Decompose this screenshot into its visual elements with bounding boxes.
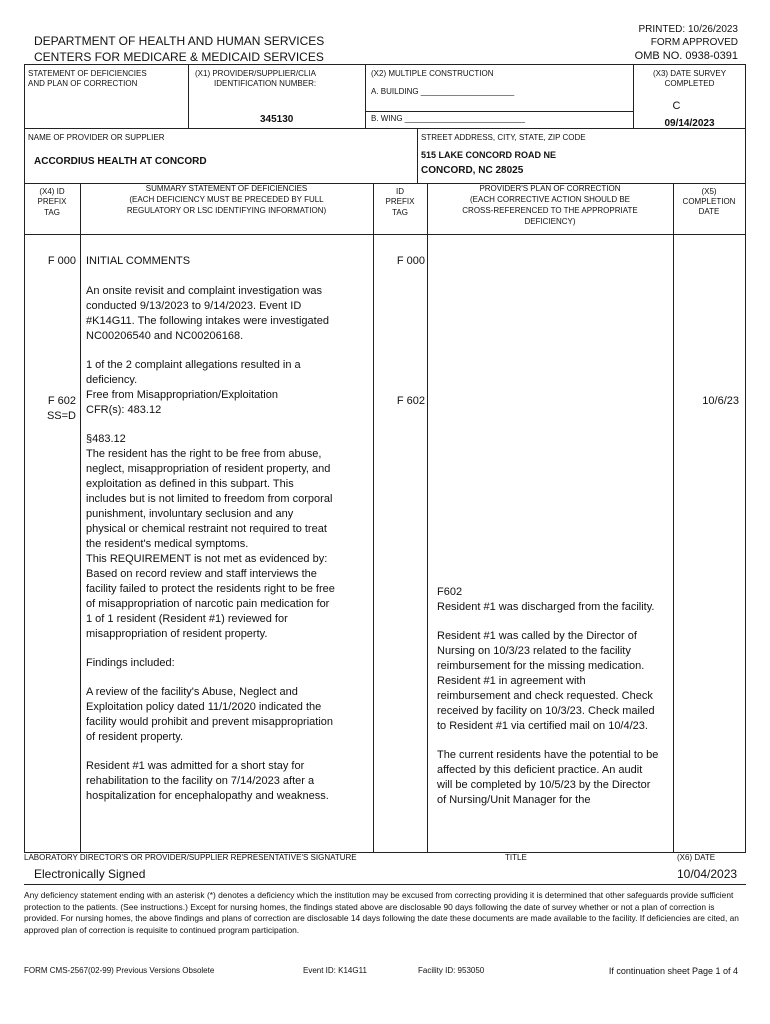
tag-severity: SS=D bbox=[46, 410, 76, 422]
dept-line-1: DEPARTMENT OF HEALTH AND HUMAN SERVICES bbox=[34, 34, 325, 48]
x5-header-2: COMPLETION bbox=[682, 197, 736, 206]
summary-paragraph: An onsite revisit and complaint investigation was conducted 9/13/2023 to 9/14/2023. Event ID #K14G11. The following intakes were investigated NC00206540 and NC00206168. bbox=[86, 285, 329, 342]
title-label: TITLE bbox=[505, 853, 527, 862]
address-line-2: CONCORD, NC 28025 bbox=[421, 165, 524, 176]
printed-date: PRINTED: 10/26/2023 bbox=[638, 24, 738, 35]
footer-event-id: Event ID: K14G11 bbox=[303, 966, 367, 975]
f602-cfr: CFR(s): 483.12 bbox=[86, 404, 162, 416]
footer-facility-id: Facility ID: 953050 bbox=[418, 966, 485, 975]
summary-header-2: (EACH DEFICIENCY MUST BE PRECEDED BY FULL bbox=[129, 195, 324, 204]
id-header-1: ID bbox=[396, 187, 404, 196]
statement-label-1: STATEMENT OF DEFICIENCIES bbox=[28, 69, 147, 78]
summary-paragraph: A review of the facility's Abuse, Neglect and Exploitation policy dated 11/1/2020 indicated the facility would prohibit and prevent misappropriation of resident property. bbox=[86, 686, 334, 743]
x5-header-3: DATE bbox=[698, 207, 720, 216]
dept-line-2: CENTERS FOR MEDICARE & MEDICAID SERVICES bbox=[34, 50, 324, 64]
summary-header-3: REGULATORY OR LSC IDENTIFYING INFORMATION) bbox=[126, 206, 327, 215]
footer-form: FORM CMS-2567(02-99) Previous Versions Obsolete bbox=[24, 966, 215, 975]
summary-paragraph: The resident has the right to be free from abuse, neglect, misappropriation of resident property, and exploitation as defined in this subpart. This includes but is not limited to freedom from corporal punishment, involuntary seclusion and any physical or chemical restraint not required to treat the resident's medical symptoms. bbox=[86, 448, 333, 550]
summary-paragraph: This REQUIREMENT is not met as evidenced by: bbox=[86, 553, 328, 565]
survey-completed-date: 09/14/2023 bbox=[664, 118, 715, 129]
id-header-2: PREFIX bbox=[385, 197, 415, 206]
x3-label-1: (X3) DATE SURVEY bbox=[652, 69, 727, 78]
plan-header-3: CROSS-REFERENCED TO THE APPROPRIATE bbox=[462, 206, 638, 215]
summary-paragraph: Findings included: bbox=[86, 657, 175, 669]
plan-paragraph: The current residents have the potential to be affected by this deficient practice. An audit will be completed by 10/5/23 by the Director of Nursing/Unit Manager for the bbox=[437, 749, 659, 806]
x2-label: (X2) MULTIPLE CONSTRUCTION bbox=[371, 69, 494, 78]
x3-label-2: COMPLETED bbox=[664, 79, 715, 88]
f602-title: Free from Misappropriation/Exploitation bbox=[86, 389, 278, 401]
x1-label-2: IDENTIFICATION NUMBER: bbox=[214, 79, 317, 88]
address-label: STREET ADDRESS, CITY, STATE, ZIP CODE bbox=[421, 133, 586, 142]
disclaimer: Any deficiency statement ending with an asterisk (*) denotes a deficiency which the institution may be excused from correcting providing it is determined that other safeguards provide sufficient protection to the patients. (See instructions.) Except for nursing homes, the findings stated above are disclosable 90 days following the date of survey whether or not a plan of correction is provided. For nursing homes, the above findings and plans of correction are disclosable 14 days following the date these documents are made available to the facility. If deficiencies are cited, an approved plan of correction is requisite to continued program participation. bbox=[24, 890, 739, 935]
provider-id-number: 345130 bbox=[260, 114, 294, 125]
x4-header-1: (X4) ID bbox=[39, 187, 65, 196]
provider-name-label: NAME OF PROVIDER OR SUPPLIER bbox=[28, 133, 165, 142]
summary-column bbox=[86, 254, 336, 818]
date-label: (X6) DATE bbox=[677, 853, 716, 862]
signature-value: Electronically Signed bbox=[34, 867, 146, 881]
initial-comments-heading: INITIAL COMMENTS bbox=[86, 255, 191, 267]
plan-header-2: (EACH CORRECTIVE ACTION SHOULD BE bbox=[469, 195, 631, 204]
plan-column bbox=[437, 585, 659, 822]
building-label: A. BUILDING _____________________ bbox=[371, 87, 515, 96]
id-header-3: TAG bbox=[392, 208, 408, 217]
summary-paragraph: §483.12 bbox=[86, 433, 126, 445]
tag-f000-right: F 000 bbox=[396, 255, 425, 267]
summary-paragraph: Based on record review and staff interviews the facility failed to protect the residents right to be free of misappropriation of narcotic pain medication for 1 of 1 resident (Resident #1) reviewed for misappropriation of resident property. bbox=[86, 568, 335, 640]
signature-label: LABORATORY DIRECTOR'S OR PROVIDER/SUPPLIER REPRESENTATIVE'S SIGNATURE bbox=[24, 853, 357, 862]
provider-name: ACCORDIUS HEALTH AT CONCORD bbox=[34, 156, 207, 167]
footer-page: If continuation sheet Page 1 of 4 bbox=[608, 966, 738, 976]
plan-paragraph: Resident #1 was discharged from the facility. bbox=[437, 601, 655, 613]
x1-label-1: (X1) PROVIDER/SUPPLIER/CLIA bbox=[195, 69, 316, 78]
statement-label-2: AND PLAN OF CORRECTION bbox=[28, 79, 138, 88]
x5-header-1: (X5) bbox=[701, 187, 717, 196]
address-line-1: 515 LAKE CONCORD ROAD NE bbox=[421, 150, 557, 160]
signature-date: 10/04/2023 bbox=[677, 867, 738, 881]
form-approved: FORM APPROVED bbox=[650, 37, 738, 48]
tag-f000-left: F 000 bbox=[47, 255, 76, 267]
plan-header-4: DEFICIENCY) bbox=[524, 217, 576, 226]
summary-paragraph: 1 of the 2 complaint allegations resulted in a deficiency. bbox=[86, 359, 301, 386]
completion-date: 10/6/23 bbox=[702, 395, 739, 407]
summary-header-1: SUMMARY STATEMENT OF DEFICIENCIES bbox=[145, 184, 308, 193]
tag-f602-right: F 602 bbox=[396, 395, 425, 407]
summary-paragraph: Resident #1 was admitted for a short stay for rehabilitation to the facility on 7/14/2023 after a hospitalization for encephalopathy and weakness. bbox=[86, 760, 329, 802]
tag-f602-left: F 602 bbox=[47, 395, 76, 407]
plan-paragraph: Resident #1 was called by the Director of Nursing on 10/3/23 related to the facility reimbursement for the missing medication. Resident #1 in agreement with reimbursement and check requested. Check received by facility on 10/3/23. Check mailed to Resident #1 via certified mail on 10/4/23. bbox=[437, 630, 655, 732]
wing-label: B. WING ___________________________ bbox=[371, 114, 525, 123]
x4-header-3: TAG bbox=[44, 208, 60, 217]
x3-letter: C bbox=[672, 100, 681, 112]
plan-paragraph: F602 bbox=[437, 586, 463, 598]
plan-header-1: PROVIDER'S PLAN OF CORRECTION bbox=[479, 184, 621, 193]
x4-header-2: PREFIX bbox=[37, 197, 67, 206]
omb-number: OMB NO. 0938-0391 bbox=[634, 50, 738, 62]
